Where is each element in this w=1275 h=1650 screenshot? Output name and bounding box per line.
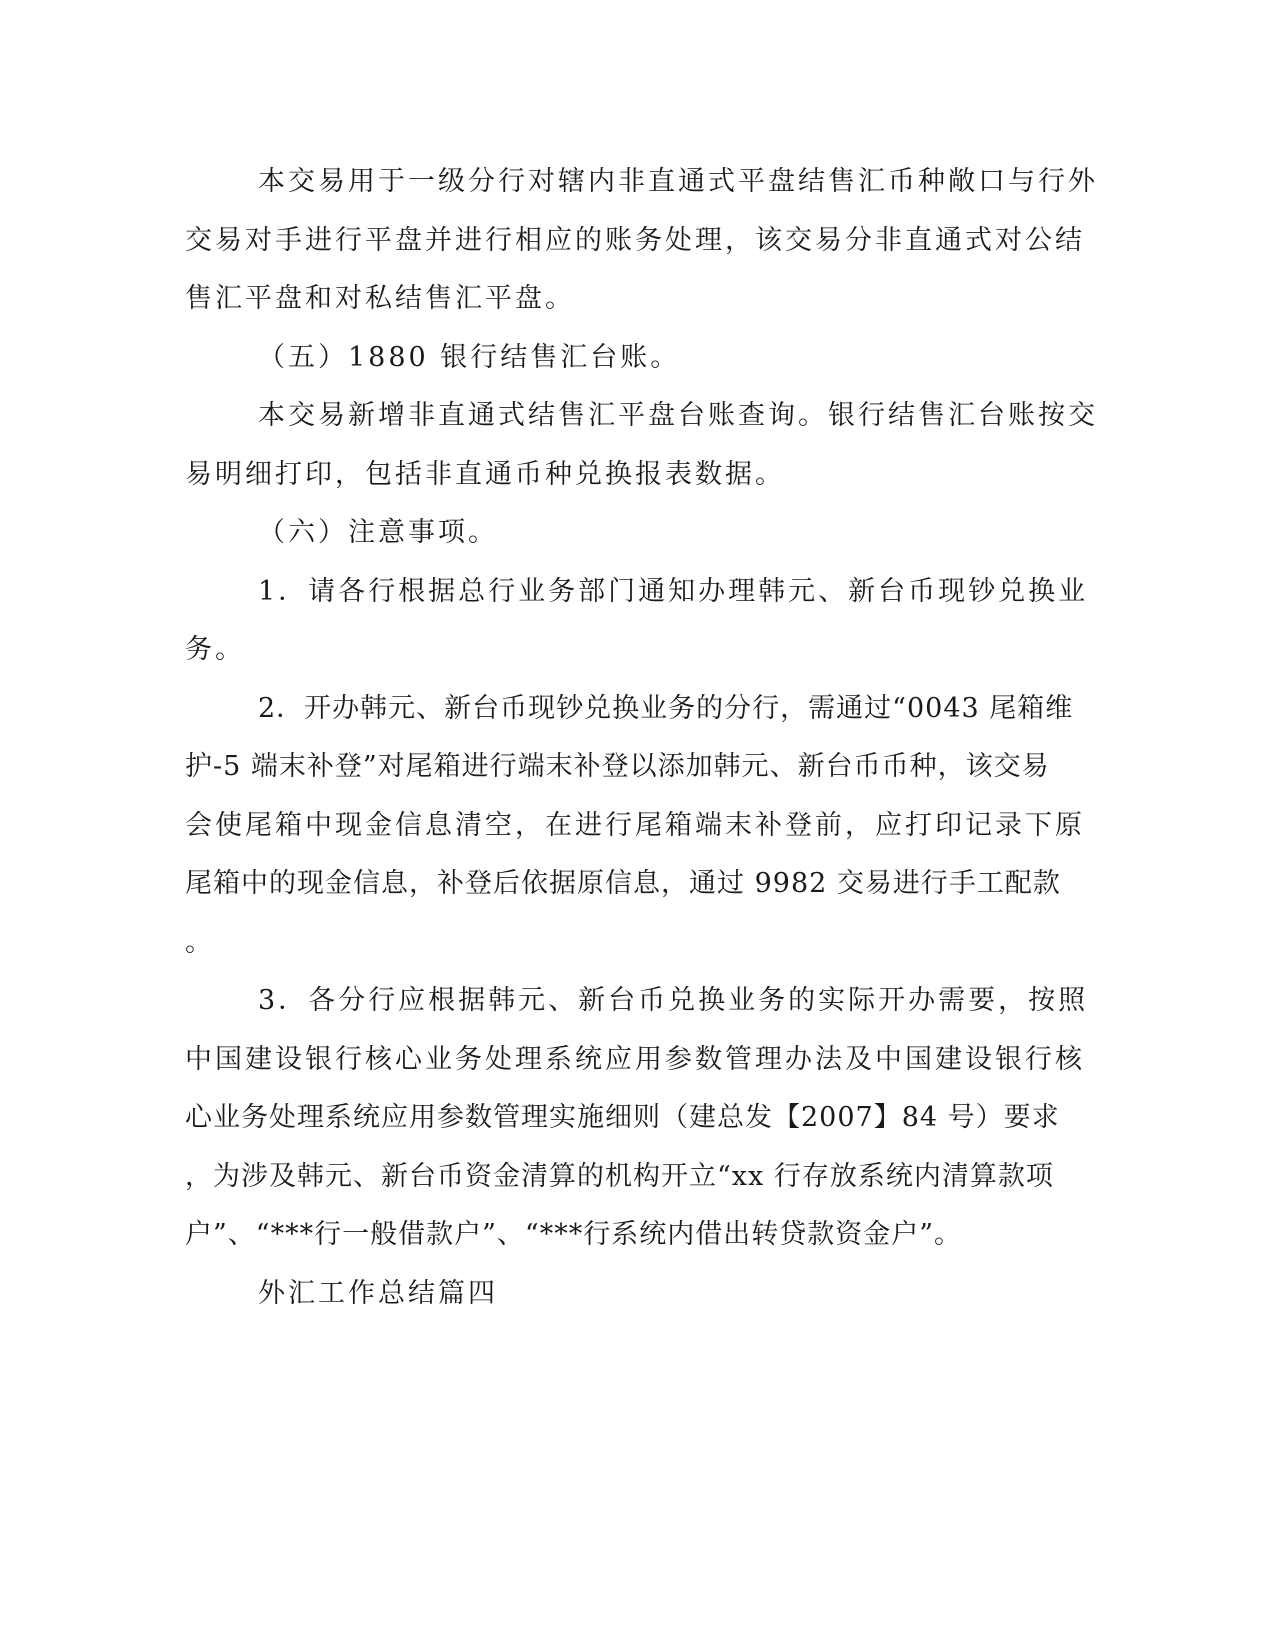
paragraph-line: 售汇平盘和对私结售汇平盘。 [185,283,575,314]
list-item-line: 2．开办韩元、新台币现钞兑换业务的分行，需通过“0043 尾箱维 [258,693,1074,724]
list-item-line: 会使尾箱中现金信息清空，在进行尾箱端末补登前，应打印记录下原 [185,810,1085,841]
paragraph-line: 交易对手进行平盘并进行相应的账务处理，该交易分非直通式对公结 [185,225,1085,256]
list-item-line: 心业务处理系统应用参数管理实施细则（建总发【2007】84 号）要求 [185,1102,1060,1133]
list-item-line: 。 [185,927,215,958]
list-item-line: 3．各分行应根据韩元、新台币兑换业务的实际开办需要，按照 [258,985,1089,1016]
list-item-line: 护-5 端末补登”对尾箱进行端末补登以添加韩元、新台币币种，该交易 [185,751,1050,782]
paragraph-line: 易明细打印，包括非直通币种兑换报表数据。 [185,459,785,490]
section-heading: （五）1880 银行结售汇台账。 [258,342,681,373]
section-title: 外汇工作总结篇四 [258,1278,498,1309]
paragraph-line: 本交易新增非直通式结售汇平盘台账查询。银行结售汇台账按交 [258,400,1098,431]
paragraph-line: 本交易用于一级分行对辖内非直通式平盘结售汇币种敞口与行外 [258,166,1098,197]
list-item-line: 中国建设银行核心业务处理系统应用参数管理办法及中国建设银行核 [185,1044,1085,1075]
section-heading: （六）注意事项。 [258,517,498,548]
list-item-line: 户”、“***行一般借款户”、“***行系统内借出转贷款资金户”。 [185,1219,963,1250]
list-item-line: 1．请各行根据总行业务部门通知办理韩元、新台币现钞兑换业 [258,576,1089,607]
list-item-line: 尾箱中的现金信息，补登后依据原信息，通过 9982 交易进行手工配款 [185,868,1061,899]
list-item-line: ，为涉及韩元、新台币资金清算的机构开立“xx 行存放系统内清算款项 [185,1161,1054,1192]
list-item-line: 务。 [185,634,245,665]
